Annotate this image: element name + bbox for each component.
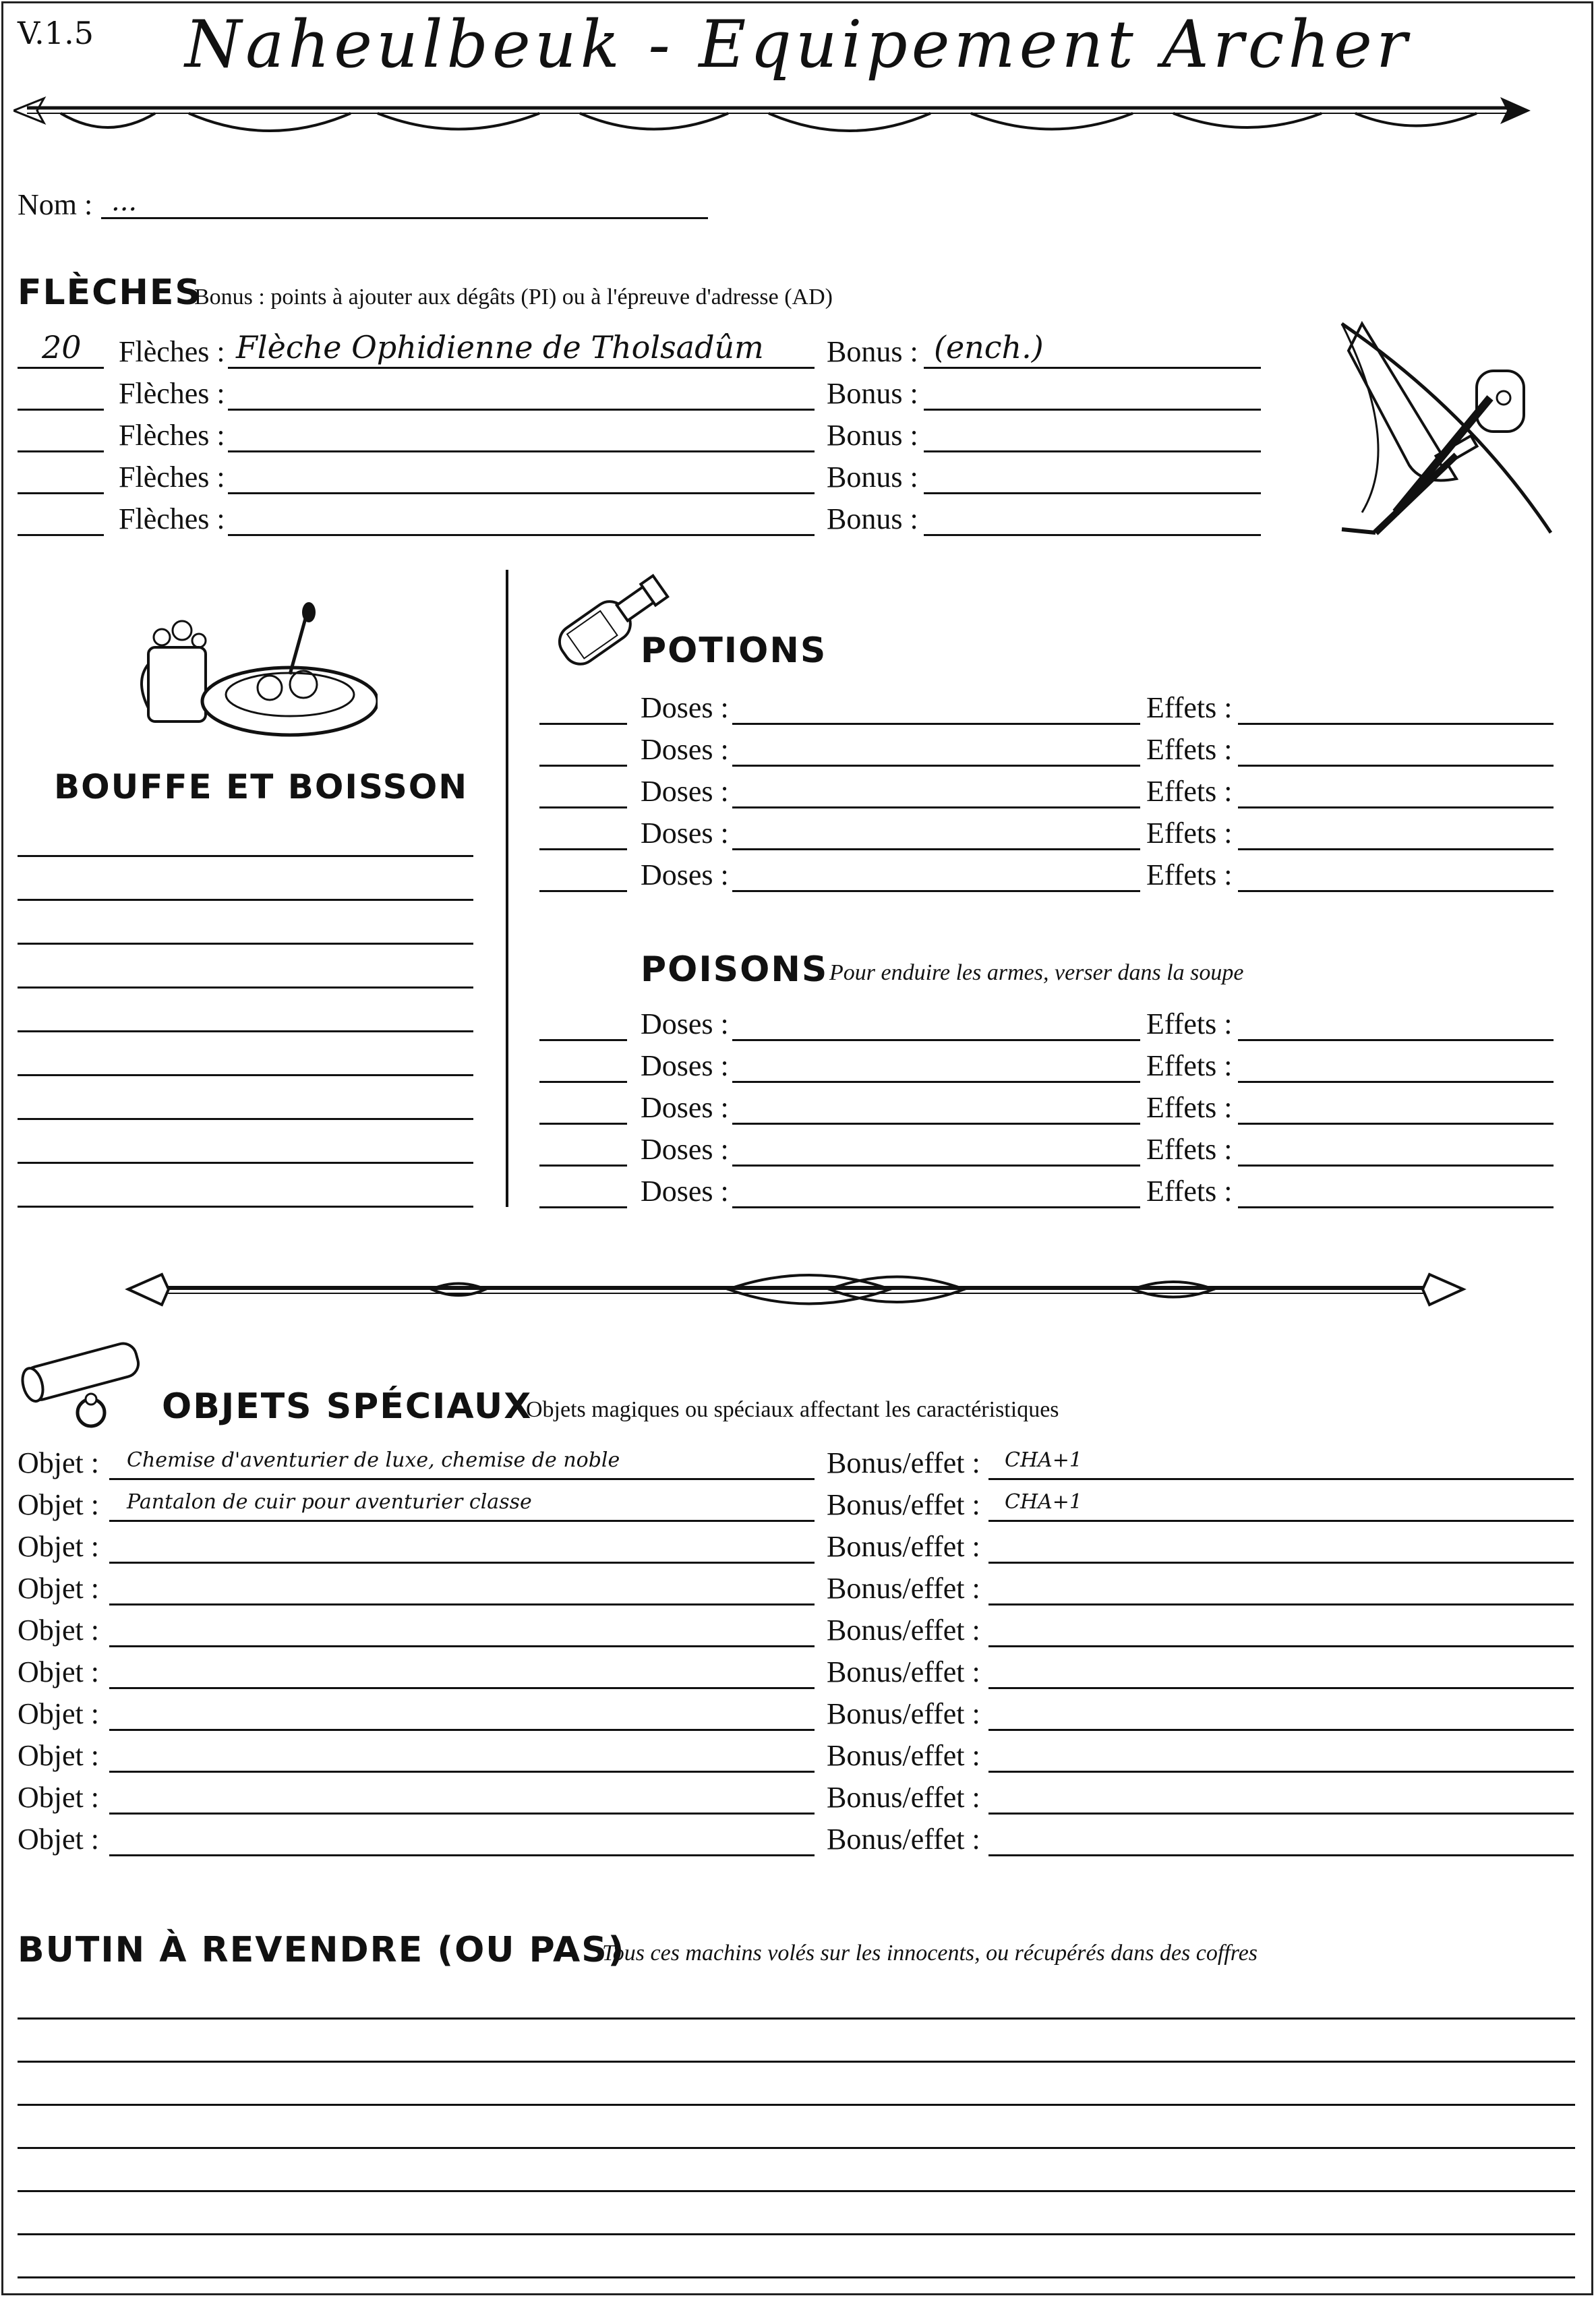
objet-bonus-field[interactable]	[988, 1854, 1574, 1856]
poisons-doses-label: Doses :	[641, 1091, 729, 1124]
potions-effets-field[interactable]	[1238, 765, 1554, 767]
potions-doses-label: Doses :	[641, 858, 729, 891]
fleches-bonus-label: Bonus :	[827, 502, 918, 535]
bouffe-line[interactable]	[18, 1030, 473, 1032]
objet-label: Objet :	[18, 1572, 99, 1605]
potions-doses-label: Doses :	[641, 775, 729, 808]
objet-label: Objet :	[18, 1823, 99, 1856]
poisons-doses-label: Doses :	[641, 1133, 729, 1166]
objet-name-field[interactable]	[109, 1687, 815, 1689]
poisons-subtitle: Pour enduire les armes, verser dans la soupe	[829, 960, 1244, 985]
potions-doses-label: Doses :	[641, 817, 729, 850]
fleches-bonus-field[interactable]	[924, 367, 1261, 369]
potions-effets-label: Effets :	[1146, 817, 1233, 850]
fleches-label: Flèches :	[119, 502, 225, 535]
objet-name-field[interactable]	[109, 1603, 815, 1605]
objet-bonus-field[interactable]	[988, 1520, 1574, 1522]
butin-heading: BUTIN À REVENDRE (OU PAS)	[18, 1930, 626, 1970]
poisons-doses-field[interactable]	[732, 1039, 1140, 1041]
objet-bonus-field[interactable]	[988, 1603, 1574, 1605]
potions-doses-label: Doses :	[641, 691, 729, 724]
poisons-heading: POISONS	[641, 949, 829, 990]
butin-line[interactable]	[18, 2061, 1575, 2063]
poisons-doses-label: Doses :	[641, 1007, 729, 1040]
fleches-qty-field[interactable]	[18, 367, 104, 369]
poisons-doses-field[interactable]	[732, 1165, 1140, 1167]
fleches-bonus-field[interactable]	[924, 409, 1261, 411]
poisons-qty-field[interactable]	[539, 1123, 627, 1125]
butin-line[interactable]	[18, 2147, 1575, 2149]
objet-name-value: Pantalon de cuir pour aventurier classe	[127, 1490, 532, 1514]
objet-name-field[interactable]	[109, 1813, 815, 1815]
objets-heading: OBJETS SPÉCIAUX	[162, 1386, 533, 1427]
potions-qty-field[interactable]	[539, 765, 627, 767]
fleches-name-field[interactable]	[228, 534, 815, 536]
objet-label: Objet :	[18, 1655, 99, 1688]
fleches-bonus-label: Bonus :	[827, 377, 918, 410]
potions-heading: POTIONS	[641, 630, 827, 671]
objet-bonus-field[interactable]	[988, 1771, 1574, 1773]
potions-qty-field[interactable]	[539, 806, 627, 808]
potions-doses-field[interactable]	[732, 806, 1140, 808]
fleches-bonus-field[interactable]	[924, 492, 1261, 494]
potions-effets-field[interactable]	[1238, 723, 1554, 725]
objet-bonus-label: Bonus/effet :	[827, 1614, 980, 1647]
poisons-doses-field[interactable]	[732, 1206, 1140, 1208]
potions-effets-field[interactable]	[1238, 848, 1554, 850]
bouffe-line[interactable]	[18, 855, 473, 857]
poisons-effets-label: Effets :	[1146, 1091, 1233, 1124]
objet-name-field[interactable]	[109, 1520, 815, 1522]
objet-bonus-label: Bonus/effet :	[827, 1572, 980, 1605]
poisons-qty-field[interactable]	[539, 1165, 627, 1167]
poisons-doses-label: Doses :	[641, 1175, 729, 1208]
butin-line[interactable]	[18, 2104, 1575, 2106]
bouffe-line[interactable]	[18, 1074, 473, 1076]
objet-bonus-value: CHA+1	[1005, 1490, 1083, 1514]
fleches-name-field[interactable]	[228, 409, 815, 411]
potions-qty-field[interactable]	[539, 723, 627, 725]
objet-bonus-field[interactable]	[988, 1645, 1574, 1647]
potions-effets-label: Effets :	[1146, 775, 1233, 808]
potions-doses-field[interactable]	[732, 723, 1140, 725]
bouffe-line[interactable]	[18, 899, 473, 901]
bouffe-line[interactable]	[18, 1206, 473, 1208]
food-icon	[135, 600, 378, 742]
nom-field[interactable]	[101, 217, 708, 219]
objet-label: Objet :	[18, 1697, 99, 1730]
poisons-qty-field[interactable]	[539, 1081, 627, 1083]
staff-divider-icon	[121, 1254, 1470, 1322]
poisons-doses-field[interactable]	[732, 1123, 1140, 1125]
butin-line[interactable]	[18, 2233, 1575, 2235]
potions-doses-label: Doses :	[641, 733, 729, 766]
fleches-label: Flèches :	[119, 335, 225, 368]
fleches-label: Flèches :	[119, 461, 225, 494]
fleches-name-value: Flèche Ophidienne de Tholsadûm	[236, 329, 764, 365]
nom-label: Nom :	[18, 188, 93, 221]
column-divider	[506, 570, 508, 1207]
fleches-label: Flèches :	[119, 419, 225, 452]
arrow-divider-icon	[13, 88, 1531, 148]
fleches-qty-field[interactable]	[18, 409, 104, 411]
objet-bonus-label: Bonus/effet :	[827, 1655, 980, 1688]
potions-effets-label: Effets :	[1146, 733, 1233, 766]
fleches-qty-field[interactable]	[18, 450, 104, 452]
fleches-label: Flèches :	[119, 377, 225, 410]
scroll-ring-icon	[13, 1342, 162, 1430]
fleches-name-field[interactable]	[228, 367, 815, 369]
poisons-effets-field[interactable]	[1238, 1081, 1554, 1083]
poisons-effets-field[interactable]	[1238, 1039, 1554, 1041]
fleches-qty-field[interactable]	[18, 534, 104, 536]
poisons-effets-field[interactable]	[1238, 1206, 1554, 1208]
fleches-qty-field[interactable]	[18, 492, 104, 494]
weapons-icon	[1322, 310, 1564, 553]
bouffe-line[interactable]	[18, 1162, 473, 1164]
fleches-subtitle: Bonus : points à ajouter aux dégâts (PI) ou à l'épreuve d'adresse (AD)	[194, 285, 833, 310]
objet-bonus-label: Bonus/effet :	[827, 1823, 980, 1856]
butin-line[interactable]	[18, 2017, 1575, 2020]
objet-label: Objet :	[18, 1739, 99, 1772]
objet-label: Objet :	[18, 1488, 99, 1521]
bouffe-line[interactable]	[18, 986, 473, 989]
fleches-bonus-value: (ench.)	[934, 329, 1044, 365]
potions-effets-field[interactable]	[1238, 890, 1554, 892]
bouffe-line[interactable]	[18, 943, 473, 945]
objet-label: Objet :	[18, 1530, 99, 1563]
objet-bonus-value: CHA+1	[1005, 1448, 1083, 1472]
objet-bonus-field[interactable]	[988, 1729, 1574, 1731]
objets-subtitle: Objets magiques ou spéciaux affectant les caractéristiques	[526, 1397, 1059, 1422]
version-label: V.1.5	[18, 15, 94, 51]
poisons-qty-field[interactable]	[539, 1206, 627, 1208]
objet-name-field[interactable]	[109, 1478, 815, 1480]
objet-name-field[interactable]	[109, 1562, 815, 1564]
poisons-effets-label: Effets :	[1146, 1049, 1233, 1082]
objet-bonus-label: Bonus/effet :	[827, 1781, 980, 1814]
bouffe-heading: BOUFFE ET BOISSON	[54, 767, 469, 806]
potions-doses-field[interactable]	[732, 848, 1140, 850]
objet-label: Objet :	[18, 1446, 99, 1479]
poisons-effets-label: Effets :	[1146, 1133, 1233, 1166]
nom-value: ...	[111, 186, 138, 217]
butin-line[interactable]	[18, 2276, 1575, 2278]
poisons-doses-field[interactable]	[732, 1081, 1140, 1083]
potions-qty-field[interactable]	[539, 890, 627, 892]
potions-doses-field[interactable]	[732, 890, 1140, 892]
fleches-heading: FLÈCHES	[18, 272, 202, 313]
fleches-bonus-field[interactable]	[924, 450, 1261, 452]
butin-line[interactable]	[18, 2190, 1575, 2192]
butin-subtitle: Tous ces machins volés sur les innocents, ou récupérés dans des coffres	[602, 1941, 1258, 1966]
objet-name-field[interactable]	[109, 1729, 815, 1731]
fleches-bonus-label: Bonus :	[827, 461, 918, 494]
objet-bonus-label: Bonus/effet :	[827, 1488, 980, 1521]
potions-qty-field[interactable]	[539, 848, 627, 850]
fleches-bonus-label: Bonus :	[827, 419, 918, 452]
poisons-doses-label: Doses :	[641, 1049, 729, 1082]
objet-bonus-field[interactable]	[988, 1478, 1574, 1480]
fleches-name-field[interactable]	[228, 450, 815, 452]
fleches-bonus-field[interactable]	[924, 534, 1261, 536]
potions-doses-field[interactable]	[732, 765, 1140, 767]
objet-bonus-field[interactable]	[988, 1687, 1574, 1689]
objet-label: Objet :	[18, 1781, 99, 1814]
objet-name-field[interactable]	[109, 1645, 815, 1647]
page-title: Naheulbeuk - Equipement Archer	[185, 7, 1411, 82]
objet-name-field[interactable]	[109, 1771, 815, 1773]
objet-name-value: Chemise d'aventurier de luxe, chemise de noble	[127, 1448, 620, 1472]
poisons-effets-field[interactable]	[1238, 1123, 1554, 1125]
objet-bonus-label: Bonus/effet :	[827, 1446, 980, 1479]
fleches-bonus-label: Bonus :	[827, 335, 918, 368]
objet-bonus-label: Bonus/effet :	[827, 1697, 980, 1730]
poisons-qty-field[interactable]	[539, 1039, 627, 1041]
poisons-effets-label: Effets :	[1146, 1007, 1233, 1040]
objet-bonus-label: Bonus/effet :	[827, 1530, 980, 1563]
poisons-effets-field[interactable]	[1238, 1165, 1554, 1167]
objet-bonus-label: Bonus/effet :	[827, 1739, 980, 1772]
bouffe-line[interactable]	[18, 1118, 473, 1120]
objet-label: Objet :	[18, 1614, 99, 1647]
objet-bonus-field[interactable]	[988, 1562, 1574, 1564]
potions-effets-label: Effets :	[1146, 691, 1233, 724]
objet-name-field[interactable]	[109, 1854, 815, 1856]
potions-effets-field[interactable]	[1238, 806, 1554, 808]
fleches-name-field[interactable]	[228, 492, 815, 494]
objet-bonus-field[interactable]	[988, 1813, 1574, 1815]
potions-effets-label: Effets :	[1146, 858, 1233, 891]
poisons-effets-label: Effets :	[1146, 1175, 1233, 1208]
fleches-qty-value: 20	[42, 329, 82, 365]
